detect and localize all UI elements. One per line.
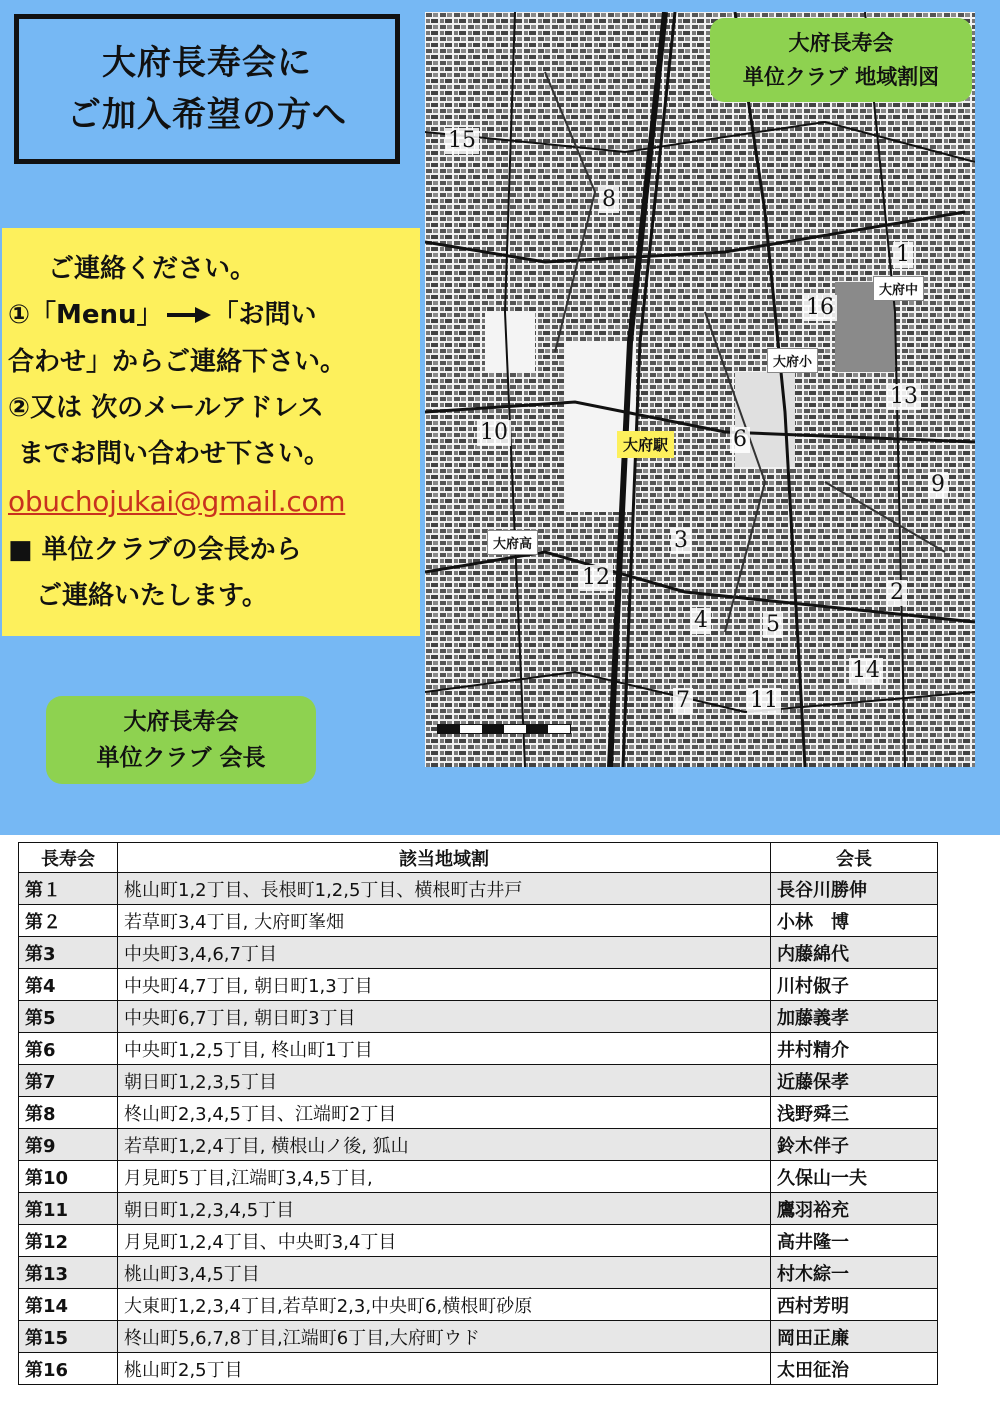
row-president: 鈴木伴子 <box>771 1129 938 1161</box>
row-president: 太田征治 <box>771 1353 938 1385</box>
row-area: 桃山町2,5丁目 <box>118 1353 771 1385</box>
map-legend-line-2: 単位クラブ 地域割図 <box>742 65 940 89</box>
row-club: 第7 <box>19 1065 118 1097</box>
row-president: 鷹羽裕充 <box>771 1193 938 1225</box>
row-area: 若草町1,2,4丁目, 横根山ノ後, 狐山 <box>118 1129 771 1161</box>
note-text-2: ご連絡いたします。 <box>36 580 268 611</box>
table-row <box>19 969 938 1001</box>
title-line-2: ご加入希望の方へ <box>67 95 347 135</box>
header-club: 長寿会 <box>19 843 118 873</box>
row-club: 第12 <box>19 1225 118 1257</box>
row-club: 第8 <box>19 1097 118 1129</box>
landmark-junior-high: 大府中 <box>873 276 924 301</box>
row-president: 浅野舜三 <box>771 1097 938 1129</box>
row-area: 大東町1,2,3,4丁目,若草町2,3,中央町6,横根町砂原 <box>118 1289 771 1321</box>
page-title <box>14 14 400 164</box>
area-number-6: 6 <box>730 427 750 453</box>
table-row <box>19 905 938 937</box>
area-number-16: 16 <box>803 295 837 321</box>
row-club: 第5 <box>19 1001 118 1033</box>
row-club: 第9 <box>19 1129 118 1161</box>
row-president: 近藤保孝 <box>771 1065 938 1097</box>
area-number-7: 7 <box>673 688 693 714</box>
row-club: 第１ <box>19 873 118 905</box>
row-president: 川村俶子 <box>771 969 938 1001</box>
president-label-box <box>46 696 316 784</box>
row-area: 桃山町1,2丁目、長根町1,2,5丁目、横根町古井戸 <box>118 873 771 905</box>
table-row <box>19 1161 938 1193</box>
area-number-9: 9 <box>928 472 948 498</box>
row-president: 長谷川勝伸 <box>771 873 938 905</box>
row-area: 中央町3,4,6,7丁目 <box>118 937 771 969</box>
map-scale-bar <box>437 724 571 734</box>
map-legend <box>710 18 972 102</box>
row-president: 内藤綿代 <box>771 937 938 969</box>
contact-step-2: ②又は 次のメールアドレス <box>8 392 324 423</box>
table-row <box>19 1289 938 1321</box>
row-area: 朝日町1,2,3,5丁目 <box>118 1065 771 1097</box>
row-president: 岡田正廉 <box>771 1321 938 1353</box>
row-club: 第２ <box>19 905 118 937</box>
header-president: 会長 <box>771 843 938 873</box>
area-number-14: 14 <box>849 658 883 684</box>
table-row <box>19 1257 938 1289</box>
row-club: 第6 <box>19 1033 118 1065</box>
row-president: 小林 博 <box>771 905 938 937</box>
area-number-3: 3 <box>671 528 691 554</box>
row-president: 井村精介 <box>771 1033 938 1065</box>
landmark-high-school: 大府高 <box>487 530 538 555</box>
row-area: 柊山町5,6,7,8丁目,江端町6丁目,大府町ウド <box>118 1321 771 1353</box>
table-row <box>19 1001 938 1033</box>
row-area: 桃山町3,4,5丁目 <box>118 1257 771 1289</box>
row-area: 月見町1,2,4丁目、中央町3,4丁目 <box>118 1225 771 1257</box>
table-row <box>19 1353 938 1385</box>
area-number-1: 1 <box>893 242 913 268</box>
region-map <box>425 12 975 767</box>
row-president: 西村芳明 <box>771 1289 938 1321</box>
contact-heading: ご連絡ください。 <box>48 254 257 284</box>
contact-step-1-cont: 合わせ」からご連絡下さい。 <box>8 346 347 377</box>
menu-label: ①「Menu」 <box>8 300 163 330</box>
table-row <box>19 1225 938 1257</box>
row-president: 高井隆一 <box>771 1225 938 1257</box>
header-area: 該当地域割 <box>118 843 771 873</box>
row-area: 若草町3,4丁目, 大府町峯畑 <box>118 905 771 937</box>
table-row <box>19 1321 938 1353</box>
landmark-elementary: 大府小 <box>767 348 818 373</box>
area-number-15: 15 <box>445 128 479 154</box>
row-club: 第16 <box>19 1353 118 1385</box>
row-club: 第13 <box>19 1257 118 1289</box>
contact-instructions <box>2 228 420 636</box>
table-row <box>19 873 938 905</box>
area-number-13: 13 <box>887 384 921 410</box>
area-number-2: 2 <box>887 580 907 606</box>
note-text-1: 単位クラブの会長から <box>41 534 302 565</box>
row-club: 第15 <box>19 1321 118 1353</box>
email-link[interactable]: obuchojukai@gmail.com <box>8 484 346 518</box>
row-president: 村木綜一 <box>771 1257 938 1289</box>
row-area: 朝日町1,2,3,4,5丁目 <box>118 1193 771 1225</box>
square-bullet-icon: ■ <box>8 534 33 565</box>
row-area: 中央町6,7丁目, 朝日町3丁目 <box>118 1001 771 1033</box>
inquiry-label: 「お問い <box>212 300 317 330</box>
row-area: 柊山町2,3,4,5丁目、江端町2丁目 <box>118 1097 771 1129</box>
row-president: 久保山一夫 <box>771 1161 938 1193</box>
area-number-10: 10 <box>477 420 511 446</box>
map-legend-line-1: 大府長寿会 <box>788 31 894 55</box>
club-table <box>18 842 938 1385</box>
table-row <box>19 1129 938 1161</box>
table-row <box>19 1097 938 1129</box>
area-number-5: 5 <box>763 612 783 638</box>
row-club: 第4 <box>19 969 118 1001</box>
area-number-8: 8 <box>599 187 619 213</box>
landmark-station: 大府駅 <box>617 431 674 458</box>
row-area: 月見町5丁目,江端町3,4,5丁目, <box>118 1161 771 1193</box>
area-number-12: 12 <box>579 565 613 591</box>
table-row <box>19 1065 938 1097</box>
row-area: 中央町4,7丁目, 朝日町1,3丁目 <box>118 969 771 1001</box>
contact-note <box>8 527 420 573</box>
president-label-line-1: 大府長寿会 <box>123 709 239 735</box>
area-number-4: 4 <box>691 608 711 634</box>
row-club: 第14 <box>19 1289 118 1321</box>
table-row <box>19 1033 938 1065</box>
title-line-1: 大府長寿会に <box>102 43 312 83</box>
arrow-right-icon <box>167 293 211 339</box>
president-label-line-2: 単位クラブ 会長 <box>96 745 266 771</box>
contact-step-1 <box>8 292 420 339</box>
row-club: 第10 <box>19 1161 118 1193</box>
row-club: 第11 <box>19 1193 118 1225</box>
table-header-row <box>19 843 938 873</box>
table-row <box>19 1193 938 1225</box>
row-president: 加藤義孝 <box>771 1001 938 1033</box>
contact-step-2-cont: までお問い合わせ下さい。 <box>18 438 331 469</box>
area-number-11: 11 <box>747 688 781 714</box>
row-area: 中央町1,2,5丁目, 柊山町1丁目 <box>118 1033 771 1065</box>
row-club: 第3 <box>19 937 118 969</box>
table-row <box>19 937 938 969</box>
